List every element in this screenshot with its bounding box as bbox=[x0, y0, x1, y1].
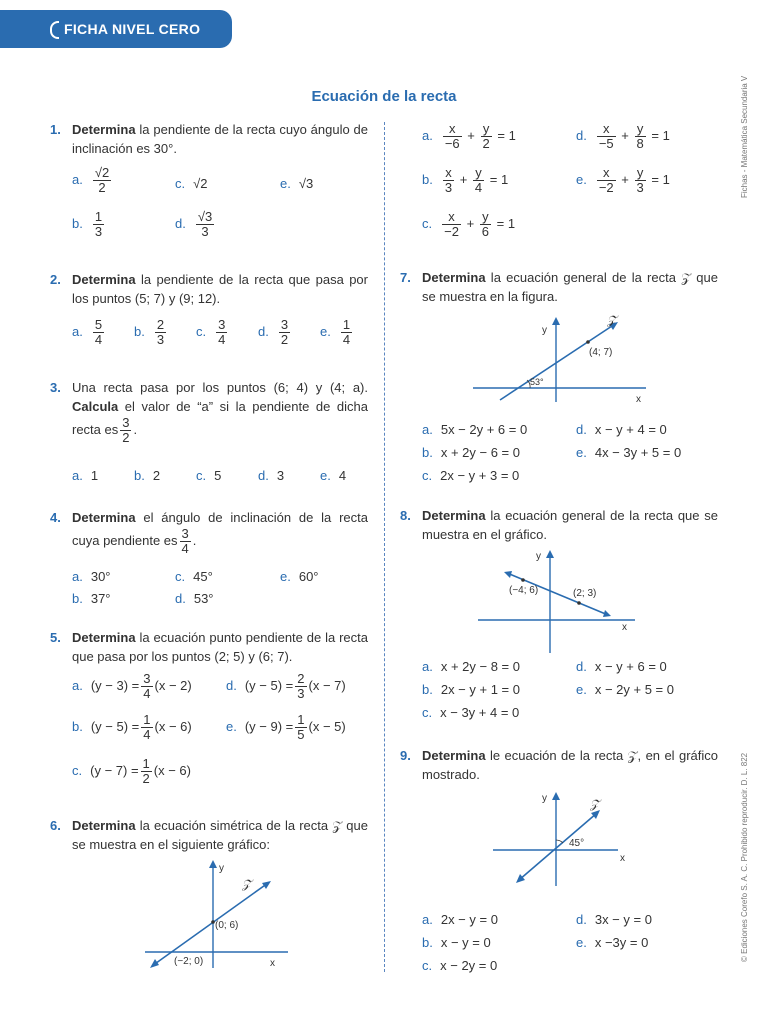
question-stem bbox=[72, 508, 368, 556]
question-number: 9. bbox=[400, 748, 411, 763]
option[interactable] bbox=[422, 445, 520, 460]
denominator: 5 bbox=[297, 727, 305, 742]
column-divider bbox=[384, 122, 385, 972]
fraction bbox=[635, 166, 646, 195]
fraction bbox=[597, 166, 616, 195]
denominator: 3 bbox=[297, 686, 305, 701]
option-letter: a. bbox=[72, 569, 83, 584]
x-label: x bbox=[636, 394, 641, 405]
denominator: 2 bbox=[142, 771, 150, 786]
option[interactable] bbox=[422, 468, 519, 483]
option[interactable] bbox=[422, 705, 519, 720]
option-value: 4 bbox=[338, 468, 347, 483]
option-letter: c. bbox=[422, 958, 433, 973]
numerator: x bbox=[442, 210, 461, 225]
fraction bbox=[442, 210, 461, 239]
fraction bbox=[341, 318, 352, 347]
option-value: 5x − 2y + 6 = 0 bbox=[440, 422, 528, 437]
stem-verb: Determina bbox=[422, 748, 486, 763]
option[interactable] bbox=[422, 912, 498, 927]
header-tab-label: FICHA NIVEL CERO bbox=[64, 21, 201, 37]
denominator: −6 bbox=[444, 136, 460, 151]
numerator: x bbox=[597, 166, 616, 181]
option-lhs: (y − 3) = bbox=[90, 677, 140, 693]
option[interactable] bbox=[422, 422, 527, 437]
question-stem bbox=[72, 816, 368, 854]
option[interactable] bbox=[72, 166, 113, 195]
option-letter: b. bbox=[422, 171, 433, 187]
option-letter: d. bbox=[258, 323, 269, 339]
numerator: x bbox=[597, 122, 616, 137]
y-arrow-icon bbox=[209, 860, 217, 868]
option-letter: e. bbox=[576, 171, 587, 187]
option-value: √3 bbox=[298, 176, 314, 191]
stem-text: el ángulo de inclinación de la recta cuya pendiente es bbox=[72, 510, 368, 548]
stem-text: la ecuación simétrica de la recta 𝒵 que se muestra en el siguiente gráfico: bbox=[72, 818, 368, 852]
side-note-bottom: © Ediciones Corefo S. A. C. Prohibido reproducir. D. L. 822 bbox=[740, 752, 749, 962]
fraction bbox=[480, 210, 491, 239]
numerator: 1 bbox=[142, 756, 150, 771]
q9-graph bbox=[490, 786, 635, 891]
point-label: (4; 7) bbox=[589, 347, 613, 358]
option-letter: d. bbox=[576, 912, 587, 927]
option-letter: c. bbox=[175, 176, 186, 191]
arrow-icon bbox=[262, 881, 271, 889]
stem-text: la ecuación general de la recta 𝒵 que se muestra en la figura. bbox=[422, 270, 718, 304]
denominator: 4 bbox=[181, 541, 189, 556]
option[interactable] bbox=[422, 682, 520, 697]
question-number: 8. bbox=[400, 508, 411, 523]
option[interactable] bbox=[72, 757, 191, 786]
fraction bbox=[473, 166, 484, 195]
option-rhs: (x − 6) bbox=[153, 762, 191, 778]
option[interactable] bbox=[72, 210, 106, 239]
option-letter: a. bbox=[422, 912, 433, 927]
numerator: y bbox=[635, 122, 646, 137]
option-value: 5 bbox=[214, 468, 222, 483]
option[interactable] bbox=[422, 935, 491, 950]
question-stem bbox=[422, 506, 718, 544]
option-letter: e. bbox=[320, 323, 331, 339]
option-value: 53° bbox=[193, 591, 214, 606]
stem-text: la pendiente de la recta cuyo ángulo de inclinación es 30°. bbox=[72, 122, 368, 156]
option[interactable]: c. $\frac{x}{-2}$ + $\frac{y}{6}$ = 1 bbox=[422, 209, 516, 239]
option-letter: b. bbox=[72, 591, 83, 606]
option-letter: b. bbox=[72, 718, 83, 734]
option-letter: e. bbox=[576, 682, 587, 697]
question-number: 5. bbox=[50, 630, 61, 645]
option-value: 30° bbox=[90, 569, 111, 584]
option-letter: e. bbox=[320, 468, 331, 483]
option[interactable] bbox=[72, 468, 98, 483]
y-label: y bbox=[536, 551, 541, 562]
option-value: 2 bbox=[152, 468, 161, 483]
numerator: √3 bbox=[197, 209, 213, 224]
question-stem bbox=[422, 746, 718, 784]
option-value: 60° bbox=[298, 569, 319, 584]
fraction bbox=[295, 672, 306, 701]
numerator: √2 bbox=[94, 165, 110, 180]
stem-verb: Calcula bbox=[72, 399, 119, 414]
numerator: 3 bbox=[143, 671, 151, 686]
q8-graph bbox=[475, 545, 640, 655]
numerator: 1 bbox=[342, 317, 351, 332]
fraction bbox=[295, 713, 306, 742]
option[interactable]: a. $\frac{x}{-6}$ + $\frac{y}{2}$ = 1 bbox=[422, 121, 516, 151]
stem-text: el valor de “a” si la pendiente de dicha recta es bbox=[72, 399, 368, 437]
arrow-icon bbox=[504, 571, 512, 578]
option[interactable]: e. $\frac{x}{-2}$ + $\frac{y}{3}$ = 1 bbox=[576, 165, 670, 195]
option-value: 3x − y = 0 bbox=[594, 912, 652, 927]
numerator: 1 bbox=[297, 712, 305, 727]
line-label: 𝒵 bbox=[590, 797, 600, 811]
option-letter: e. bbox=[576, 445, 587, 460]
option[interactable]: b. $\frac{x}{3}$ + $\frac{y}{4}$ = 1 bbox=[422, 165, 509, 195]
option-rhs: (x − 6) bbox=[154, 718, 192, 734]
option-letter: d. bbox=[175, 215, 186, 231]
point bbox=[586, 340, 590, 344]
numerator: 3 bbox=[181, 526, 189, 541]
option-letter: e. bbox=[280, 569, 291, 584]
point bbox=[521, 578, 525, 582]
point bbox=[577, 601, 581, 605]
stem-text: la ecuación punto pendiente de la recta que pasa por los puntos (2; 5) y (6; 7). bbox=[72, 630, 368, 664]
option-letter: b. bbox=[134, 323, 145, 339]
option-letter: d. bbox=[576, 127, 587, 143]
denominator: 2 bbox=[98, 180, 106, 195]
option[interactable] bbox=[72, 713, 192, 742]
option-letter: b. bbox=[422, 445, 433, 460]
fraction bbox=[597, 122, 616, 151]
line-l bbox=[152, 883, 268, 966]
option[interactable] bbox=[134, 468, 160, 483]
denominator: 6 bbox=[481, 224, 490, 239]
denominator: −2 bbox=[598, 180, 614, 195]
option[interactable] bbox=[320, 318, 354, 347]
option[interactable] bbox=[175, 591, 214, 606]
angle-arc bbox=[556, 840, 563, 843]
denominator: 4 bbox=[474, 180, 483, 195]
option[interactable] bbox=[72, 591, 111, 606]
denominator: 4 bbox=[143, 727, 151, 742]
option-letter: a. bbox=[72, 677, 83, 693]
denominator: −5 bbox=[598, 136, 614, 151]
denominator: 8 bbox=[636, 136, 644, 151]
denominator: 2 bbox=[122, 430, 130, 445]
y-arrow-icon bbox=[546, 550, 554, 558]
option-letter: a. bbox=[72, 323, 83, 339]
denominator: 4 bbox=[94, 332, 103, 347]
option[interactable] bbox=[72, 569, 111, 584]
side-note-top: Fichas - Matemática Secundaria V bbox=[740, 75, 749, 198]
option[interactable] bbox=[422, 958, 497, 973]
question-number: 1. bbox=[50, 122, 61, 137]
option[interactable]: d. $\frac{x}{-5}$ + $\frac{y}{8}$ = 1 bbox=[576, 121, 670, 151]
stem-verb: Determina bbox=[72, 630, 136, 645]
option-rhs: = 1 bbox=[489, 171, 509, 187]
stem-verb: Determina bbox=[422, 508, 486, 523]
option-letter: b. bbox=[422, 935, 433, 950]
arrow-icon bbox=[603, 610, 611, 617]
option-letter: d. bbox=[576, 422, 587, 437]
option[interactable] bbox=[196, 468, 221, 483]
stem-text: le ecuación de la recta 𝒵, en el gráfico mostrado. bbox=[422, 748, 718, 782]
option-value: x − 2y = 0 bbox=[440, 958, 498, 973]
denominator: 3 bbox=[444, 180, 453, 195]
numerator: y bbox=[481, 122, 492, 137]
fraction bbox=[635, 122, 646, 151]
option-value: x − 2y + 5 = 0 bbox=[594, 682, 674, 697]
fraction bbox=[93, 318, 104, 347]
numerator: 3 bbox=[122, 415, 130, 430]
option-letter: e. bbox=[576, 935, 587, 950]
option[interactable] bbox=[258, 468, 284, 483]
option[interactable] bbox=[576, 912, 652, 927]
option[interactable] bbox=[576, 659, 667, 674]
fraction bbox=[481, 122, 492, 151]
option[interactable] bbox=[226, 713, 346, 742]
option[interactable] bbox=[280, 569, 319, 584]
option-value: x − 3y + 4 = 0 bbox=[440, 705, 520, 720]
option-value: x − y + 4 = 0 bbox=[594, 422, 667, 437]
numerator: 1 bbox=[94, 209, 103, 224]
line-l bbox=[519, 813, 597, 880]
option-letter: d. bbox=[226, 677, 237, 693]
option[interactable] bbox=[196, 318, 229, 347]
denominator: 4 bbox=[342, 332, 351, 347]
question-number: 4. bbox=[50, 510, 61, 525]
option-rhs: (x − 5) bbox=[308, 718, 346, 734]
stem-verb: Determina bbox=[72, 510, 136, 525]
question-number: 6. bbox=[50, 818, 61, 833]
option-letter: e. bbox=[280, 176, 291, 191]
stem-text: la ecuación general de la recta que se muestra en el gráfico. bbox=[422, 508, 718, 542]
option-lhs: (y − 5) = bbox=[244, 677, 294, 693]
fraction bbox=[141, 672, 152, 701]
fraction bbox=[443, 122, 462, 151]
option[interactable] bbox=[258, 318, 292, 347]
stem-verb: Determina bbox=[72, 818, 136, 833]
point-label: (−4; 6) bbox=[509, 585, 539, 596]
question-number: 7. bbox=[400, 270, 411, 285]
option-letter: d. bbox=[576, 659, 587, 674]
option-letter: c. bbox=[72, 762, 83, 778]
option-letter: c. bbox=[196, 323, 207, 339]
option-letter: b. bbox=[134, 468, 145, 483]
y-label: y bbox=[219, 863, 224, 874]
arrow-icon bbox=[150, 959, 159, 968]
option-letter: c. bbox=[422, 215, 433, 231]
option-rhs: = 1 bbox=[497, 127, 516, 143]
option-rhs: = 1 bbox=[496, 215, 516, 231]
y-arrow-icon bbox=[552, 792, 560, 800]
option-rhs: = 1 bbox=[651, 127, 670, 143]
numerator: y bbox=[635, 166, 646, 181]
x-label: x bbox=[620, 853, 625, 864]
q6-graph bbox=[140, 858, 290, 973]
denominator: 4 bbox=[143, 686, 151, 701]
tab-icon bbox=[50, 21, 59, 39]
denominator: 2 bbox=[482, 136, 490, 151]
point-label: (0; 6) bbox=[215, 920, 239, 931]
denominator: 3 bbox=[636, 180, 644, 195]
numerator: 2 bbox=[297, 671, 305, 686]
option-value: 1 bbox=[90, 468, 99, 483]
option-value: 45° bbox=[193, 569, 213, 584]
point-label: (2; 3) bbox=[573, 588, 597, 599]
fraction bbox=[93, 166, 111, 195]
denominator: 2 bbox=[280, 332, 289, 347]
option[interactable] bbox=[226, 672, 346, 701]
fraction bbox=[279, 318, 290, 347]
option-value: 2x − y = 0 bbox=[440, 912, 498, 927]
option[interactable] bbox=[422, 659, 520, 674]
option-letter: e. bbox=[226, 718, 237, 734]
option-value: x + 2y − 6 = 0 bbox=[440, 445, 520, 460]
x-label: x bbox=[270, 958, 275, 969]
option[interactable] bbox=[576, 935, 648, 950]
denominator: 4 bbox=[218, 332, 226, 347]
option[interactable] bbox=[320, 468, 346, 483]
stem-verb: Determina bbox=[422, 270, 486, 285]
option-letter: c. bbox=[422, 705, 433, 720]
option[interactable] bbox=[175, 569, 213, 584]
option-letter: a. bbox=[422, 127, 433, 143]
question-stem bbox=[72, 270, 368, 308]
option-value: x − y = 0 bbox=[440, 935, 491, 950]
fraction bbox=[180, 527, 191, 556]
numerator: x bbox=[443, 122, 462, 137]
question-stem bbox=[72, 378, 368, 445]
option-value: 3 bbox=[276, 468, 285, 483]
option-lhs: (y − 9) = bbox=[244, 718, 294, 734]
y-label: y bbox=[542, 325, 547, 336]
numerator: 5 bbox=[94, 317, 103, 332]
stem-text: Una recta pasa por los puntos (6; 4) y (4; a). bbox=[72, 380, 368, 395]
stem-verb: Determina bbox=[72, 122, 136, 137]
line-label: 𝒵 bbox=[242, 877, 252, 891]
numerator: 3 bbox=[280, 317, 289, 332]
option-letter: a. bbox=[72, 171, 83, 187]
question-number: 2. bbox=[50, 272, 61, 287]
numerator: y bbox=[473, 166, 484, 181]
option-letter: c. bbox=[175, 569, 186, 584]
angle-label: 53° bbox=[530, 377, 544, 387]
numerator: 1 bbox=[143, 712, 151, 727]
option-rhs: = 1 bbox=[651, 171, 670, 187]
page-title: Ecuación de la recta bbox=[311, 88, 457, 105]
angle-label: 45° bbox=[569, 838, 585, 849]
question-stem bbox=[422, 268, 718, 306]
denominator: 3 bbox=[94, 224, 103, 239]
option-value: 2x − y + 1 = 0 bbox=[440, 682, 520, 697]
y-label: y bbox=[542, 793, 547, 804]
option-letter: d. bbox=[258, 468, 269, 483]
fraction bbox=[443, 166, 454, 195]
numerator: 3 bbox=[218, 317, 226, 332]
option[interactable] bbox=[576, 422, 667, 437]
fraction bbox=[93, 210, 104, 239]
option[interactable] bbox=[72, 318, 106, 347]
option-value: x + 2y − 8 = 0 bbox=[440, 659, 520, 674]
x-label: x bbox=[622, 622, 627, 633]
option-value: √2 bbox=[193, 176, 208, 191]
option-letter: c. bbox=[422, 468, 433, 483]
option[interactable] bbox=[134, 318, 168, 347]
question-stem bbox=[72, 628, 368, 666]
option[interactable] bbox=[280, 176, 313, 191]
option[interactable] bbox=[175, 176, 208, 191]
y-arrow-icon bbox=[552, 317, 560, 325]
fraction bbox=[216, 318, 227, 347]
option-letter: a. bbox=[422, 422, 433, 437]
fraction bbox=[141, 713, 152, 742]
option-value: 37° bbox=[90, 591, 111, 606]
fraction bbox=[141, 757, 152, 786]
line-label: 𝒵 bbox=[607, 313, 617, 327]
fraction bbox=[155, 318, 166, 347]
option-lhs: (y − 7) = bbox=[90, 762, 139, 778]
option-letter: a. bbox=[72, 468, 83, 483]
option-letter: b. bbox=[422, 682, 433, 697]
option-letter: a. bbox=[422, 659, 433, 674]
q7-graph bbox=[470, 310, 650, 405]
question-stem bbox=[72, 120, 368, 158]
stem-text: . bbox=[133, 421, 138, 437]
option-value: x −3y = 0 bbox=[594, 935, 649, 950]
option-letter: c. bbox=[196, 468, 207, 483]
option-letter: d. bbox=[175, 591, 186, 606]
stem-text: . bbox=[192, 532, 197, 548]
denominator: 3 bbox=[156, 332, 165, 347]
option-value: 4x − 3y + 5 = 0 bbox=[594, 445, 682, 460]
question-number: 3. bbox=[50, 380, 61, 395]
option-value: x − y + 6 = 0 bbox=[594, 659, 667, 674]
numerator: x bbox=[443, 166, 454, 181]
option[interactable] bbox=[576, 682, 674, 697]
option[interactable] bbox=[576, 445, 681, 460]
option-lhs: (y − 5) = bbox=[90, 718, 140, 734]
fraction bbox=[196, 210, 214, 239]
numerator: 2 bbox=[156, 317, 165, 332]
denominator: −2 bbox=[444, 224, 459, 239]
option-value: 2x − y + 3 = 0 bbox=[440, 468, 520, 483]
option-rhs: (x − 2) bbox=[154, 677, 192, 693]
stem-verb: Determina bbox=[72, 272, 136, 287]
option-rhs: (x − 7) bbox=[308, 677, 346, 693]
stem-text: la pendiente de la recta que pasa por los puntos (5; 7) y (9; 12). bbox=[72, 272, 368, 306]
option-letter: b. bbox=[72, 215, 83, 231]
fraction bbox=[120, 416, 131, 445]
numerator: y bbox=[480, 210, 491, 225]
header-tab bbox=[0, 10, 232, 48]
denominator: 3 bbox=[201, 224, 209, 239]
option[interactable] bbox=[175, 210, 216, 239]
option[interactable] bbox=[72, 672, 192, 701]
point-label: (−2; 0) bbox=[174, 956, 204, 967]
